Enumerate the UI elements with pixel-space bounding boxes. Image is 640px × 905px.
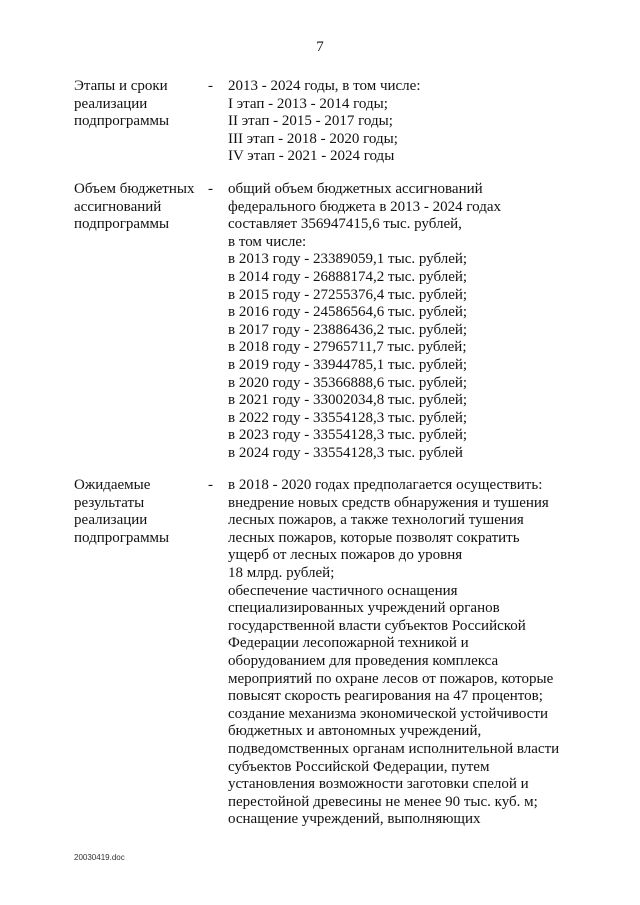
content-line: оснащение учреждений, выполняющих: [228, 811, 481, 828]
section-label: [74, 78, 204, 131]
content-line: повысят скорость реагирования на 47 процентов;: [228, 688, 543, 705]
content-line: в 2018 - 2020 годах предполагается осуществить:: [228, 477, 543, 493]
content-line: мероприятий по охране лесов от пожаров, которые: [228, 670, 554, 687]
label-line: Объем бюджетных: [74, 181, 195, 197]
section-content: [228, 78, 598, 166]
label-line: ассигнований: [74, 198, 162, 215]
content-line: ущерб от лесных пожаров до уровня: [228, 547, 463, 564]
content-line: I этап - 2013 - 2014 годы;: [228, 95, 388, 112]
content-line: III этап - 2018 - 2020 годы;: [228, 130, 398, 147]
content-line: оборудованием для проведения комплекса: [228, 652, 499, 669]
content-line: составляет 356947415,6 тыс. рублей,: [228, 216, 462, 233]
label-line: подпрограммы: [74, 216, 170, 233]
dash-separator: -: [208, 78, 213, 94]
content-line: в 2021 году - 33002034,8 тыс. рублей;: [228, 392, 468, 409]
content-line: Федерации лесопожарной техникой и: [228, 635, 469, 652]
section-label: [74, 477, 204, 547]
content-line: в 2022 году - 33554128,3 тыс. рублей;: [228, 409, 468, 426]
content-line: в 2018 году - 27965711,7 тыс. рублей;: [228, 339, 467, 356]
content-line: подведомственных органам исполнительной власти: [228, 740, 560, 757]
label-line: Этапы и сроки: [74, 78, 168, 94]
content-line: IV этап - 2021 - 2024 годы: [228, 148, 395, 165]
content-line: 2013 - 2024 годы, в том числе:: [228, 78, 421, 94]
content-line: бюджетных и автономных учреждений,: [228, 723, 482, 740]
content-line: в 2017 году - 23886436,2 тыс. рублей;: [228, 321, 468, 338]
dash-separator: -: [208, 477, 213, 493]
content-line: специализированных учреждений органов: [228, 600, 500, 617]
content-line: в 2015 году - 27255376,4 тыс. рублей;: [228, 286, 468, 303]
dash-separator: -: [208, 181, 213, 197]
content-line: перестойной древесины не менее 90 тыс. куб. м;: [228, 793, 538, 810]
label-line: подпрограммы: [74, 529, 170, 546]
content-line: II этап - 2015 - 2017 годы;: [228, 113, 393, 130]
content-line: установления возможности заготовки спелой и: [228, 776, 529, 793]
label-line: подпрограммы: [74, 113, 170, 130]
content-line: в 2014 году - 26888174,2 тыс. рублей;: [228, 268, 468, 285]
page-number: 7: [316, 39, 324, 55]
label-line: результаты: [74, 494, 145, 511]
section-content: [228, 181, 598, 463]
label-line: Ожидаемые: [74, 477, 151, 493]
content-line: 18 млрд. рублей;: [228, 564, 335, 581]
content-line: в 2016 году - 24586564,6 тыс. рублей;: [228, 304, 468, 321]
content-line: общий объем бюджетных ассигнований: [228, 181, 483, 197]
content-line: субъектов Российской Федерации, путем: [228, 758, 490, 775]
content-line: в 2019 году - 33944785,1 тыс. рублей;: [228, 356, 468, 373]
label-line: реализации: [74, 95, 148, 112]
label-line: реализации: [74, 512, 148, 529]
section-content: [228, 477, 598, 829]
content-line: в том числе:: [228, 233, 307, 250]
content-line: в 2013 году - 23389059,1 тыс. рублей;: [228, 251, 468, 268]
content-line: внедрение новых средств обнаружения и тушения: [228, 494, 549, 511]
content-line: государственной власти субъектов Российской: [228, 617, 526, 634]
content-line: обеспечение частичного оснащения: [228, 582, 458, 599]
content-line: федерального бюджета в 2013 - 2024 годах: [228, 198, 502, 215]
content-line: в 2023 году - 33554128,3 тыс. рублей;: [228, 427, 468, 444]
content-line: в 2024 году - 33554128,3 тыс. рублей: [228, 444, 463, 461]
content-line: лесных пожаров, которые позволят сократить: [228, 529, 520, 546]
content-line: лесных пожаров, а также технологий тушения: [228, 512, 524, 529]
section-label: [74, 181, 204, 234]
content-line: создание механизма экономической устойчивости: [228, 705, 549, 722]
document-filename: 20030419.doc: [74, 853, 125, 862]
content-line: в 2020 году - 35366888,6 тыс. рублей;: [228, 374, 468, 391]
